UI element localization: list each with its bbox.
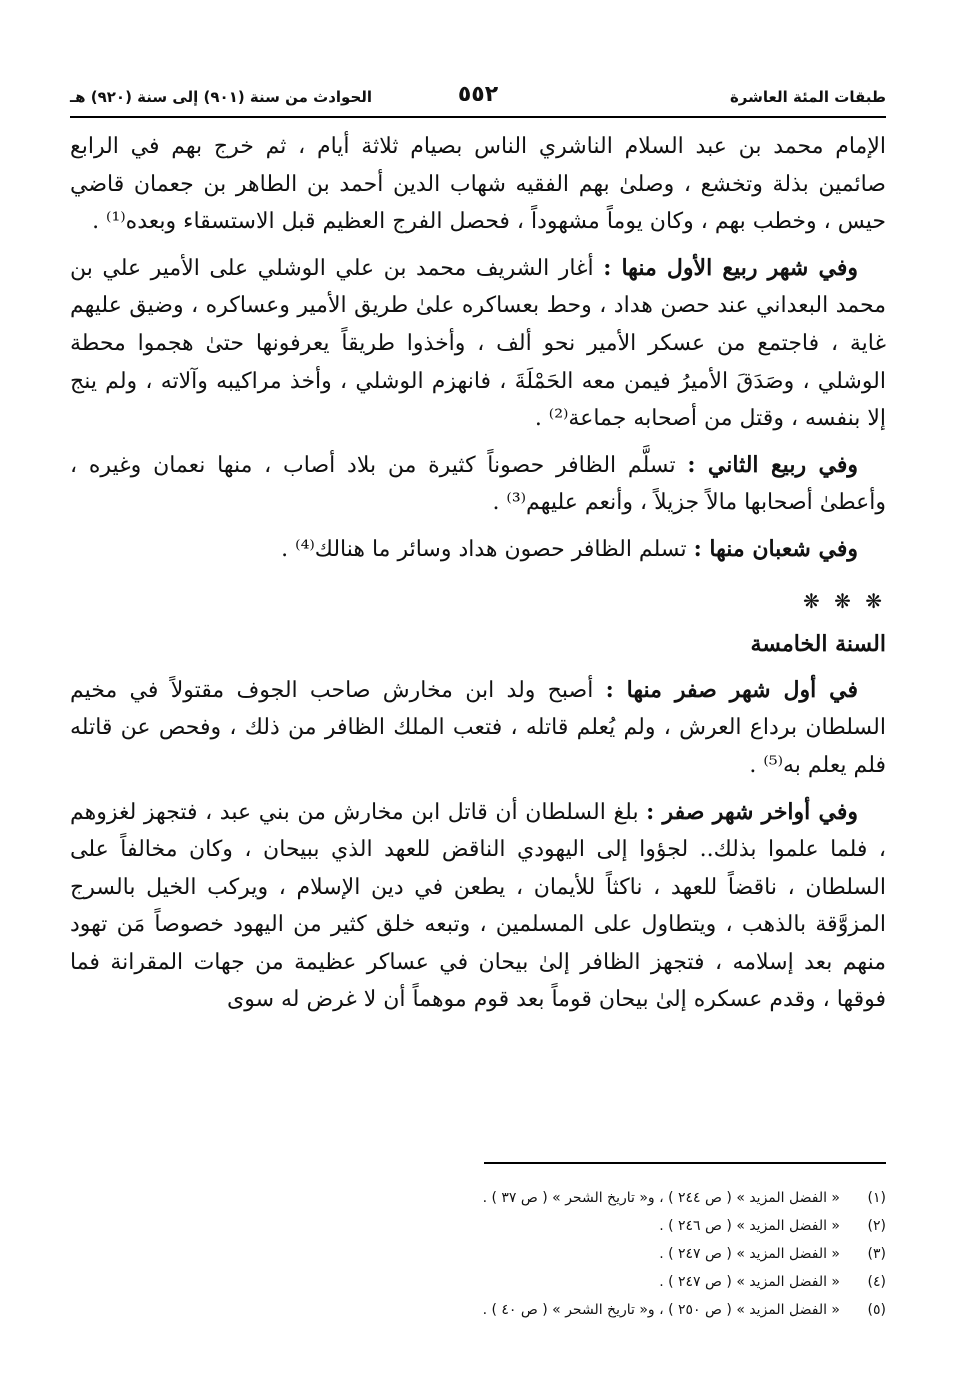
paragraph-text: تسلَّم الظافر حصوناً كثيرة من بلاد أصاب ، منها نعمان وغيره ، وأعطىٰ أصحابها مالاً جزيلاً ، وأنعم عليهم⁽³⁾ . xyxy=(70,452,886,516)
paragraph xyxy=(70,672,886,785)
footnote-rule xyxy=(484,1162,886,1164)
footnote xyxy=(70,1268,886,1296)
header-rule xyxy=(70,116,886,118)
paragraph-lead: وفي ربيع الثاني : xyxy=(687,451,858,478)
header-book-title: طبقات المئة العاشرة xyxy=(729,88,886,106)
paragraph-text: أغار الشريف محمد بن علي الوشلي على الأمير علي بن محمد البعداني عند حصن هداد ، وحط بعساكره علىٰ طريق الأمير وعساكره ، وضيق عليهم غاية ، فاجتمع من عسكر الأمير نحو ألف ، وأخذوا طريقاً يعرفونها حتىٰ هجموا محطة الوشلي ، وصَدَقَ الأميرُ فيمن معه الحَمْلَةَ ، فانهزم الوشلي ، وأخذ مراكيبه وآلاته ، ولم ينج إلا بنفسه ، وقتل من أصحابه جماعة⁽²⁾ . xyxy=(70,255,886,432)
paragraph-lead: في أول شهر صفر منها : xyxy=(605,676,859,703)
footnote-text: « الفضل المزيد » ( ص ٢٤٧ ) . xyxy=(659,1246,840,1262)
footnote-text: « الفضل المزيد » ( ص ٢٤٤ ) ، و« تاريخ الشحر » ( ص ٣٧ ) . xyxy=(482,1190,840,1206)
paragraph-lead: وفي شهر ربيع الأول منها : xyxy=(603,254,858,281)
footnote xyxy=(70,1296,886,1324)
footnotes xyxy=(70,1184,886,1324)
paragraph-text: بلغ السلطان أن قاتل ابن مخارش من بني عبد ، فتجهز لغزوهم ، فلما علموا بذلك.. لجؤوا إلى اليهودي الناقض للعهد الذي ببيحان ، وكان مخالفاً على السلطان ، ناقضاً للعهد ، ناكثاً للأيمان ، يطعن في دين الإسلام ، ويركب الخيل بالسرج المزوَّقة بالذهب ، ويتطاول على المسلمين ، وتبعه خلق كثير من اليهود خصوصاً مَن تهود منهم بعد إسلامه ، فتجهز الظافر إلىٰ بيحان في عساكر عظيمة من جهات المقرانة فما فوقها ، وقدم عسكره إلىٰ بيحان قوماً بعد قوم موهماً أن لا غرض له سوى xyxy=(70,799,886,1013)
paragraph xyxy=(70,531,886,569)
paragraph xyxy=(70,250,886,438)
footnote-number: (٣) xyxy=(867,1246,886,1262)
footnote-number: (٥) xyxy=(867,1302,886,1318)
footnote xyxy=(70,1240,886,1268)
section-separator: ❋ ❋ ❋ xyxy=(803,588,886,613)
footnote xyxy=(70,1212,886,1240)
section-title: السنة الخامسة xyxy=(750,631,886,658)
footnote-number: (٢) xyxy=(867,1218,886,1234)
footnote-number: (٤) xyxy=(867,1274,886,1290)
paragraph-text: الإمام محمد بن عبد السلام الناشري الناس بصيام ثلاثة أيام ، ثم خرج بهم في الرابع صائمين بذلة وتخشع ، وصلىٰ بهم الفقيه شهاب الدين أحمد بن الطاهر بن جعمان قاضي حيس ، وخطب بهم ، وكان يوماً مشهوداً ، فحصل الفرج العظيم قبل الاستسقاء وبعده⁽¹⁾ . xyxy=(70,134,886,235)
paragraph-lead: وفي شعبان منها : xyxy=(693,535,858,562)
header-year-range: الحوادث من سنة (٩٠١) إلى سنة (٩٢٠) هـ xyxy=(70,88,373,106)
footnote-number: (١) xyxy=(867,1190,886,1206)
page-number: ٥٥٢ xyxy=(457,82,499,107)
footnote-text: « الفضل المزيد » ( ص ٢٤٦ ) . xyxy=(659,1218,840,1234)
paragraph-lead: وفي أواخر شهر صفر : xyxy=(646,798,858,825)
main-text xyxy=(70,128,886,1028)
paragraph-text: تسلم الظافر حصون هداد وسائر ما هنالك⁽⁴⁾ . xyxy=(281,536,694,562)
paragraph-text: أصبح ولد ابن مخارش صاحب الجوف مقتولاً في مخيم السلطان برداع العرش ، ولم يُعلم قاتله ، فتعب الملك الظافر من ذلك ، وفحص عن قاتله فلم يعلم به⁽⁵⁾ . xyxy=(70,677,886,778)
footnote-text: « الفضل المزيد » ( ص ٢٥٠ ) ، و« تاريخ الشحر » ( ص ٤٠ ) . xyxy=(482,1302,840,1318)
running-header xyxy=(70,82,886,112)
paragraph xyxy=(70,794,886,1020)
footnote-text: « الفضل المزيد » ( ص ٢٤٧ ) . xyxy=(659,1274,840,1290)
footnote xyxy=(70,1184,886,1212)
paragraph xyxy=(70,128,886,241)
paragraph xyxy=(70,447,886,522)
